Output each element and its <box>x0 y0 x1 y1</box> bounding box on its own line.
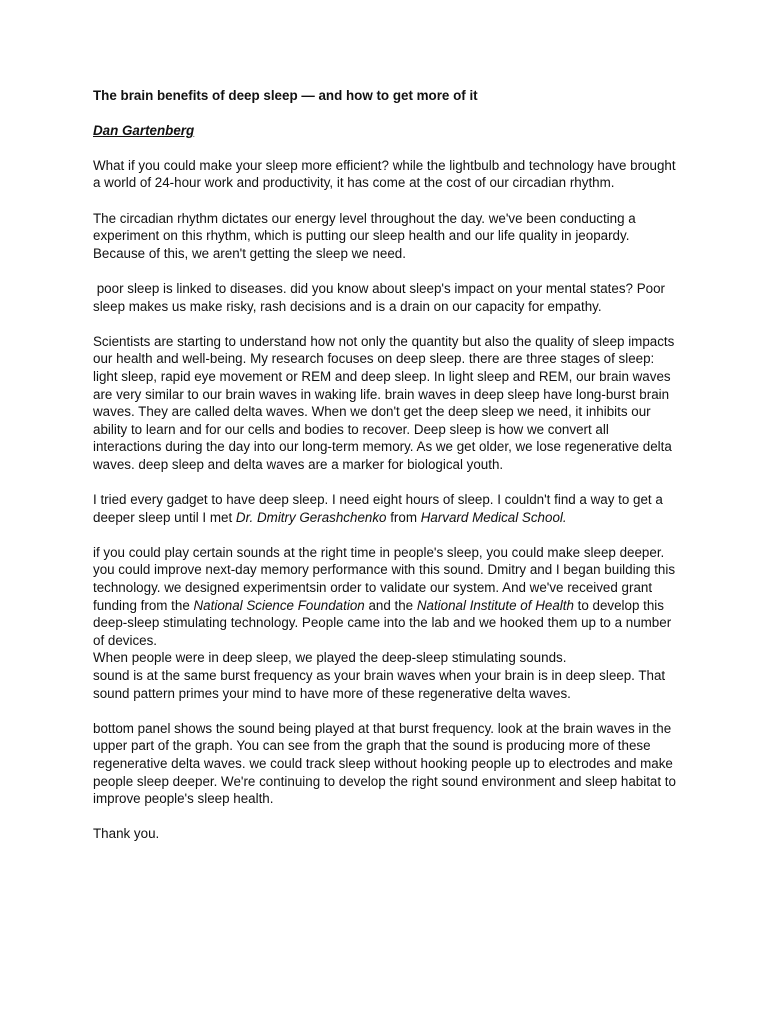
paragraph-2: The circadian rhythm dictates our energy level throughout the day. we've been conducting a experiment on this rhythm, which is putting our sleep health and our life quality in jeopardy. Because of this, we aren't getting the sleep we need. <box>93 210 636 261</box>
paragraph-5-person: Dr. Dmitry Gerashchenko <box>235 509 387 525</box>
paragraph-6-text-b: and the <box>364 597 417 613</box>
paragraph-5-text-b: from <box>386 509 421 525</box>
paragraph-6-text-c: to develop this deep-sleep stimulating technology. People came into the lab and we hooked them up to a number of devices. <box>93 597 672 648</box>
paragraph-6 <box>93 544 678 650</box>
paragraph-3: poor sleep is linked to diseases. did you know about sleep's impact on your mental states? Poor sleep makes us make risky, rash decisions and is a drain on our capacity for empathy. <box>93 280 669 314</box>
document-title: The brain benefits of deep sleep — and how to get more of it <box>93 88 478 103</box>
paragraph-6-line-3: sound is at the same burst frequency as your brain waves when your brain is in deep sleep. That sound pattern primes your mind to have more of these regenerative delta waves. <box>93 668 666 701</box>
document-page <box>93 87 678 861</box>
closing-line: Thank you. <box>93 826 160 842</box>
paragraph-6-nih: National Institute of Health <box>416 597 574 613</box>
paragraph-6-text-a: if you could play certain sounds at the right time in people's sleep, you could make sleep deeper. you could improve next-day memory performance with this sound. Dmitry and I began building this technology. we designed experimentsin order to validate our system. And we've received grant funding from the <box>93 544 676 613</box>
paragraph-6-line-2: When people were in deep sleep, we played the deep-sleep stimulating sounds. <box>93 650 567 666</box>
paragraph-4: Scientists are starting to understand how not only the quantity but also the quality of sleep impacts our health and well-being. My research focuses on deep sleep. there are three stages of sleep: light sleep, rapid eye movement or REM and deep sleep. In light sleep and REM, our brain waves are very similar to our brain waves in waking life. brain waves in deep sleep have long-burst brain waves. They are called delta waves. When we don't get the deep sleep we need, it inhibits our ability to learn and for our cells and bodies to recover. Deep sleep is how we convert all interactions during the day into our long-term memory. As we get older, we lose regenerative delta waves. deep sleep and delta waves are a marker for biological youth. <box>93 333 675 472</box>
paragraph-5-text-a: I tried every gadget to have deep sleep. I need eight hours of sleep. I couldn't find a way to get a deeper sleep until I met <box>93 492 663 525</box>
paragraph-6-nsf: National Science Foundation <box>193 597 365 613</box>
paragraph-7: bottom panel shows the sound being played at that burst frequency. look at the brain waves in the upper part of the graph. You can see from the graph that the sound is producing more of these regenerative delta waves. we could track sleep without hooking people up to electrodes and make people sleep deeper. We're continuing to develop the right sound environment and sleep habitat to improve people's sleep health. <box>93 720 676 807</box>
author-name: Dan Gartenberg <box>93 122 195 138</box>
paragraph-5 <box>93 491 678 526</box>
paragraph-1: What if you could make your sleep more efficient? while the lightbulb and technology have brought a world of 24-hour work and productivity, it has come at the cost of our circadian rhythm. <box>93 157 676 191</box>
paragraph-5-institution: Harvard Medical School. <box>420 509 567 525</box>
